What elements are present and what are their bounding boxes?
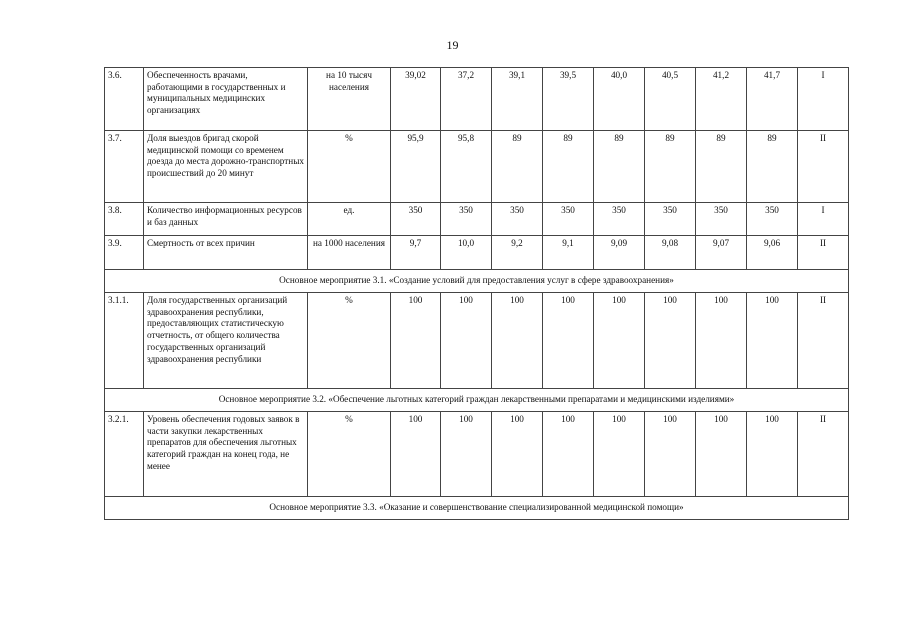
indicator-source: II [798, 236, 849, 270]
indicator-source: II [798, 412, 849, 497]
indicator-value: 39,5 [543, 68, 594, 131]
table-row [105, 68, 849, 131]
indicator-name: Обеспеченность врачами, работающими в государственных и муниципальных медицинских организациях [144, 68, 308, 131]
indicator-value: 95,9 [391, 131, 441, 203]
indicator-name: Смертность от всех причин [144, 236, 308, 270]
table-row [105, 293, 849, 389]
indicator-number: 3.7. [105, 131, 144, 203]
section-title: Основное мероприятие 3.1. «Создание условий для предоставления услуг в сфере здравоохранения» [105, 270, 849, 293]
indicator-value: 41,2 [696, 68, 747, 131]
section-header-row [105, 389, 849, 412]
indicator-value: 100 [492, 293, 543, 389]
section-title: Основное мероприятие 3.2. «Обеспечение льготных категорий граждан лекарственными препаратами и медицинскими изделиями» [105, 389, 849, 412]
indicators-table [104, 67, 849, 520]
indicator-name: Уровень обеспечения годовых заявок в части закупки лекарственных препаратов для обеспечения льготных категорий граждан на конец года, не менее [144, 412, 308, 497]
indicator-number: 3.1.1. [105, 293, 144, 389]
indicator-value: 95,8 [441, 131, 492, 203]
indicator-source: I [798, 203, 849, 236]
indicator-unit: ед. [308, 203, 391, 236]
table-row [105, 412, 849, 497]
indicator-value: 100 [543, 412, 594, 497]
indicator-value: 89 [747, 131, 798, 203]
indicator-number: 3.8. [105, 203, 144, 236]
indicator-value: 350 [645, 203, 696, 236]
indicator-value: 9,07 [696, 236, 747, 270]
indicator-value: 350 [696, 203, 747, 236]
indicator-value: 39,02 [391, 68, 441, 131]
indicator-number: 3.6. [105, 68, 144, 131]
section-header-row [105, 270, 849, 293]
indicator-value: 89 [696, 131, 747, 203]
indicator-value: 350 [441, 203, 492, 236]
indicator-value: 350 [594, 203, 645, 236]
table-row [105, 236, 849, 270]
indicator-value: 89 [492, 131, 543, 203]
indicator-value: 89 [645, 131, 696, 203]
indicator-value: 40,5 [645, 68, 696, 131]
indicator-unit: на 10 тысяч населения [308, 68, 391, 131]
indicator-value: 9,09 [594, 236, 645, 270]
indicator-number: 3.2.1. [105, 412, 144, 497]
table-row [105, 131, 849, 203]
indicator-value: 39,1 [492, 68, 543, 131]
indicator-unit: % [308, 293, 391, 389]
indicator-value: 100 [441, 293, 492, 389]
indicator-value: 89 [543, 131, 594, 203]
indicator-value: 100 [391, 412, 441, 497]
indicator-value: 100 [747, 293, 798, 389]
indicator-value: 100 [391, 293, 441, 389]
indicator-source: I [798, 68, 849, 131]
table-row [105, 203, 849, 236]
indicator-unit: % [308, 131, 391, 203]
indicator-value: 100 [696, 412, 747, 497]
indicator-source: II [798, 293, 849, 389]
indicator-value: 41,7 [747, 68, 798, 131]
indicator-number: 3.9. [105, 236, 144, 270]
indicator-value: 100 [645, 293, 696, 389]
section-title: Основное мероприятие 3.3. «Оказание и совершенствование специализированной медицинской помощи» [105, 497, 849, 520]
indicator-value: 100 [645, 412, 696, 497]
indicator-value: 40,0 [594, 68, 645, 131]
indicator-value: 9,1 [543, 236, 594, 270]
indicator-value: 37,2 [441, 68, 492, 131]
indicator-unit: % [308, 412, 391, 497]
indicator-unit: на 1000 населения [308, 236, 391, 270]
indicator-value: 100 [441, 412, 492, 497]
indicator-name: Доля государственных организаций здравоохранения республики, предоставляющих статистическую отчетность, от общего количества государственных организаций здравоохранения республики [144, 293, 308, 389]
indicator-value: 100 [696, 293, 747, 389]
section-header-row [105, 497, 849, 520]
indicator-name: Количество информационных ресурсов и баз данных [144, 203, 308, 236]
indicator-value: 9,7 [391, 236, 441, 270]
indicator-value: 9,08 [645, 236, 696, 270]
indicator-name: Доля выездов бригад скорой медицинской помощи со временем доезда до места дорожно-транспортных происшествий до 20 минут [144, 131, 308, 203]
indicator-value: 89 [594, 131, 645, 203]
indicator-value: 350 [391, 203, 441, 236]
indicator-value: 100 [492, 412, 543, 497]
indicator-source: II [798, 131, 849, 203]
indicator-value: 350 [747, 203, 798, 236]
indicator-value: 350 [492, 203, 543, 236]
indicator-value: 100 [594, 412, 645, 497]
indicator-value: 100 [747, 412, 798, 497]
indicator-value: 10,0 [441, 236, 492, 270]
indicator-value: 9,2 [492, 236, 543, 270]
indicator-value: 350 [543, 203, 594, 236]
indicator-value: 100 [594, 293, 645, 389]
indicator-value: 100 [543, 293, 594, 389]
indicator-value: 9,06 [747, 236, 798, 270]
page-number: 19 [446, 38, 459, 52]
